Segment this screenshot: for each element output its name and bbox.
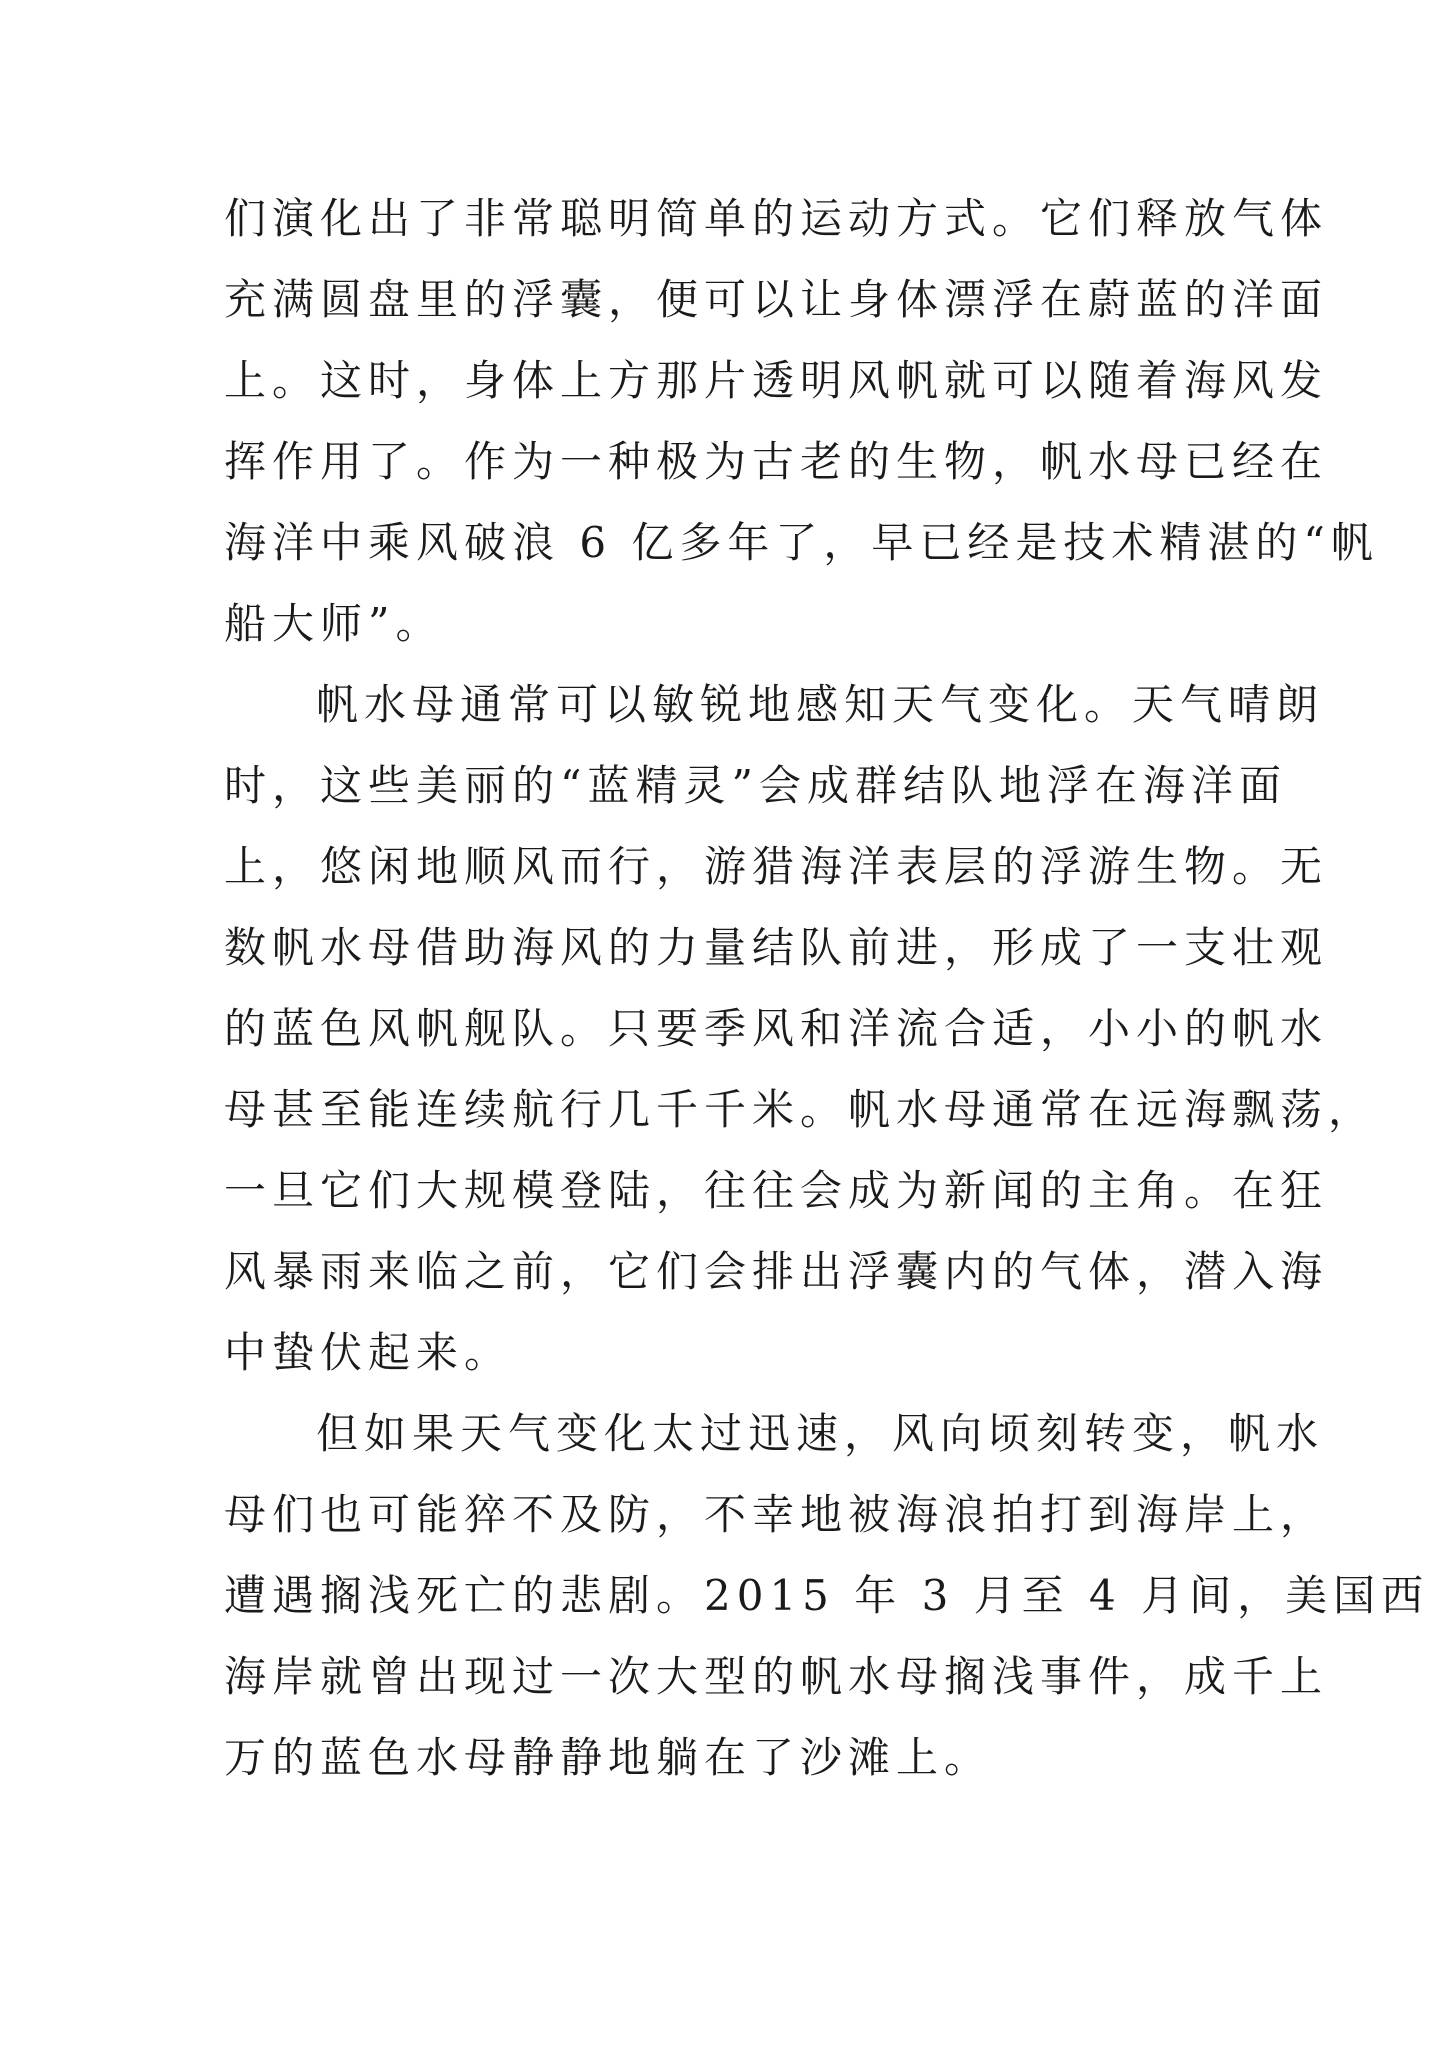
paragraph-2 <box>224 664 1377 1393</box>
text-line: 遭遇搁浅死亡的悲剧。2015 年 3 月至 4 月间，美国西 <box>224 1571 1430 1620</box>
text-line: 数帆水母借助海风的力量结队前进，形成了一支壮观 <box>224 923 1329 972</box>
paragraph-3 <box>224 1393 1430 1798</box>
text-line: 的蓝色风帆舰队。只要季风和洋流合适，小小的帆水 <box>224 1004 1329 1053</box>
text-line: 母甚至能连续航行几千千米。帆水母通常在远海飘荡， <box>224 1085 1377 1134</box>
text-line: 万的蓝色水母静静地躺在了沙滩上。 <box>224 1733 993 1782</box>
text-line: 但如果天气变化太过迅速，风向顷刻转变，帆水 <box>316 1409 1325 1458</box>
article-body <box>224 178 1430 1798</box>
text-line: 母们也可能猝不及防，不幸地被海浪拍打到海岸上， <box>224 1490 1329 1539</box>
text-line: 海洋中乘风破浪 6 亿多年了，早已经是技术精湛的“帆 <box>224 518 1379 567</box>
text-line: 船大师”。 <box>224 599 444 648</box>
text-line: 上。这时，身体上方那片透明风帆就可以随着海风发 <box>224 356 1329 405</box>
text-line: 帆水母通常可以敏锐地感知天气变化。天气晴朗 <box>316 680 1325 729</box>
text-line: 风暴雨来临之前，它们会排出浮囊内的气体，潜入海 <box>224 1247 1329 1296</box>
text-line: 一旦它们大规模登陆，往往会成为新闻的主角。在狂 <box>224 1166 1329 1215</box>
text-line: 充满圆盘里的浮囊，便可以让身体漂浮在蔚蓝的洋面 <box>224 275 1329 324</box>
text-line: 中蛰伏起来。 <box>224 1328 513 1377</box>
text-line: 们演化出了非常聪明简单的运动方式。它们释放气体 <box>224 194 1329 243</box>
text-line: 挥作用了。作为一种极为古老的生物，帆水母已经在 <box>224 437 1329 486</box>
text-line: 时，这些美丽的“蓝精灵”会成群结队地浮在海洋面 <box>224 761 1287 810</box>
paragraph-1 <box>224 178 1379 664</box>
text-line: 上，悠闲地顺风而行，游猎海洋表层的浮游生物。无 <box>224 842 1329 891</box>
text-line: 海岸就曾出现过一次大型的帆水母搁浅事件，成千上 <box>224 1652 1329 1701</box>
